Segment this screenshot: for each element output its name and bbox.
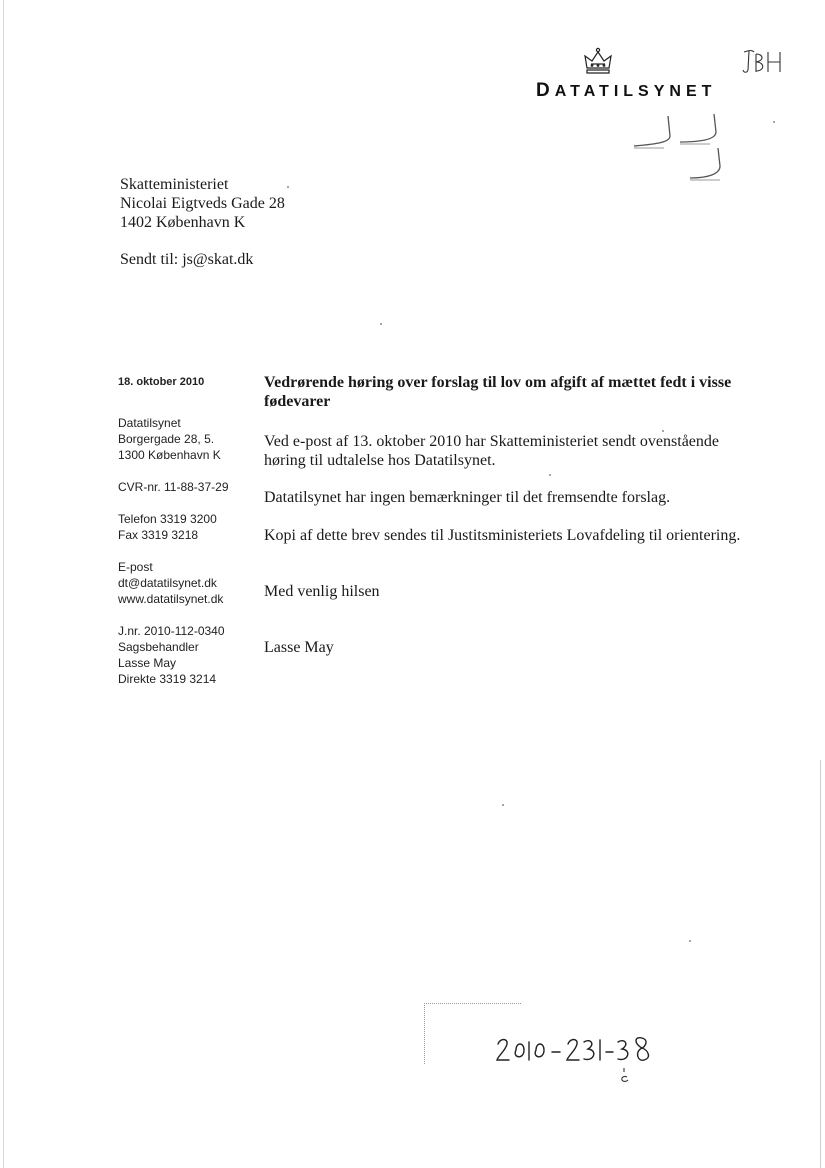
sent-to-line: Sendt til: js@skat.dk (120, 251, 254, 268)
phone-block (118, 511, 217, 543)
closing-greeting: Med venlig hilsen (264, 583, 380, 600)
case-handler-label: Sagsbehandler (118, 640, 199, 654)
email-address: dt@datatilsynet.dk (118, 576, 217, 590)
recipient-line: Skatteministeriet (120, 176, 229, 193)
handwritten-mark (616, 1066, 632, 1084)
body-paragraph: Kopi af dette brev sendes til Justitsministeriets Lovafdeling til orientering. (264, 527, 741, 544)
recipient-line: 1402 København K (120, 214, 246, 231)
sender-line: Borgergade 28, 5. (118, 432, 215, 446)
scan-speck (287, 186, 289, 188)
email-label: E-post (118, 560, 153, 574)
recipient-line: Nicolai Eigtveds Gade 28 (120, 195, 285, 212)
journal-number: J.nr. 2010-112-0340 (118, 624, 225, 638)
logo-initial: D (536, 80, 555, 101)
sender-line: 1300 København K (118, 448, 221, 462)
stamp-marks (628, 112, 738, 188)
handwritten-initials (740, 46, 784, 76)
body-paragraph: Datatilsynet har ingen bemærkninger til det fremsendte forslag. (264, 489, 671, 506)
case-handler-name: Lasse May (118, 656, 177, 670)
scan-speck (689, 940, 691, 942)
scan-edge-left (3, 0, 4, 1168)
logo-rest: ATATILSYNET (554, 83, 717, 100)
phone-number: Telefon 3319 3200 (118, 512, 217, 526)
scan-speck (773, 121, 775, 123)
sender-address (118, 415, 221, 463)
scan-speck (549, 474, 551, 476)
case-reference (118, 623, 225, 687)
direct-phone: Direkte 3319 3214 (118, 672, 217, 686)
scan-speck (662, 430, 664, 432)
letter-date: 18. oktober 2010 (118, 376, 205, 388)
signature-name: Lasse May (264, 639, 334, 656)
crown-icon (582, 46, 614, 76)
recipient-address (120, 175, 285, 232)
scan-speck (502, 804, 504, 806)
logo-wordmark (536, 80, 716, 102)
sender-line: Datatilsynet (118, 416, 181, 430)
cvr-number: CVR-nr. 11-88-37-29 (118, 480, 229, 494)
website: www.datatilsynet.dk (118, 592, 224, 606)
contact-block (118, 559, 223, 607)
letter-subject: Vedrørende høring over forslag til lov om afgift af mættet fedt i visse fødevarer (264, 374, 732, 410)
scan-edge-right (820, 760, 821, 1168)
handwritten-journal-number (492, 1030, 662, 1070)
fax-number: Fax 3319 3218 (118, 528, 199, 542)
scan-speck (380, 323, 382, 325)
body-paragraph: Ved e-post af 13. oktober 2010 har Skatteministeriet sendt ovenstående høring til udtalelse hos Datatilsynet. (264, 433, 719, 469)
